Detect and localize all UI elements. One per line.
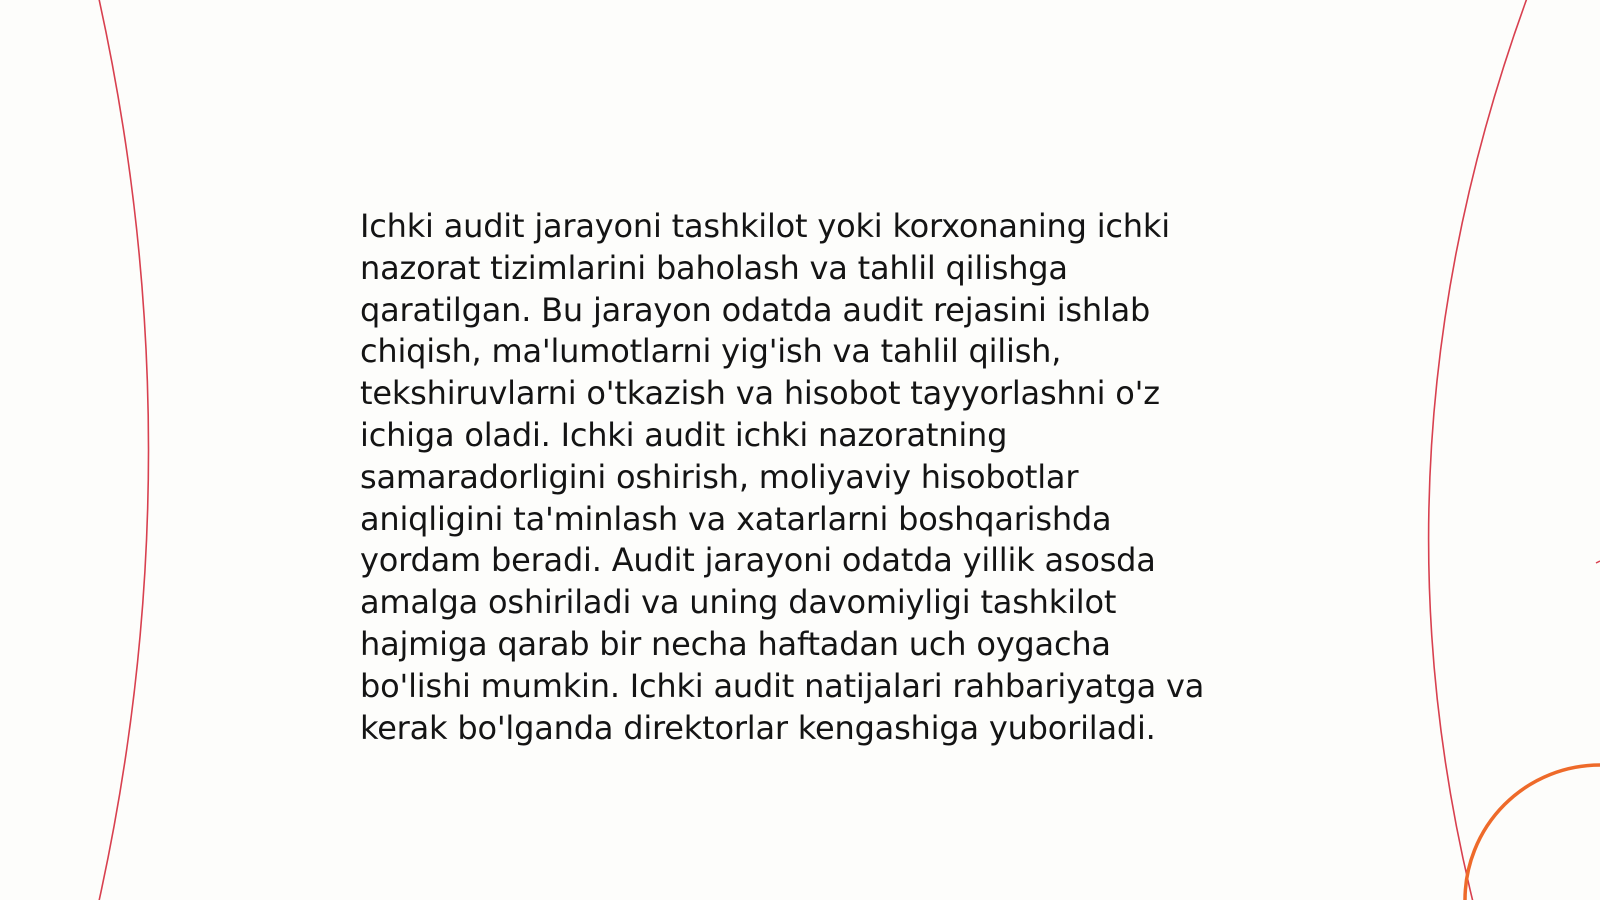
paragraph-line: Ichki audit jarayoni tashkilot yoki korxonaning ichki bbox=[360, 207, 1170, 245]
paragraph-line: qaratilgan. Bu jarayon odatda audit rejasini ishlab bbox=[360, 290, 1151, 329]
right-arc-decoration bbox=[1429, 0, 1530, 900]
paragraph-line: bo'lishi mumkin. Ichki audit natijalari rahbariyatga va bbox=[360, 666, 1205, 705]
paragraph-line: hajmiga qarab bir necha haftadan uch oygacha bbox=[360, 624, 1111, 663]
paragraph-line: yordam beradi. Audit jarayoni odatda yillik asosda bbox=[360, 541, 1156, 580]
left-arc-decoration bbox=[97, 0, 149, 900]
paragraph-line: aniqligini ta'minlash va xatarlarni boshqarishda bbox=[360, 499, 1112, 538]
orange-circle-decoration bbox=[1465, 765, 1600, 900]
paragraph-line: samaradorligini oshirish, moliyaviy hisobotlar bbox=[360, 457, 1079, 496]
paragraph-line: chiqish, ma'lumotlarni yig'ish va tahlil qilish, bbox=[360, 332, 1062, 371]
paragraph-line: ichiga oladi. Ichki audit ichki nazoratning bbox=[360, 415, 1008, 454]
small-tick-decoration bbox=[1596, 561, 1600, 563]
paragraph-line: kerak bo'lganda direktorlar kengashiga yuboriladi. bbox=[360, 708, 1156, 747]
body-paragraph bbox=[360, 206, 1240, 749]
paragraph-line: amalga oshiriladi va uning davomiyligi tashkilot bbox=[360, 583, 1117, 622]
paragraph-line: tekshiruvlarni o'tkazish va hisobot tayyorlashni o'z bbox=[360, 374, 1160, 413]
paragraph-line: nazorat tizimlarini baholash va tahlil qilishga bbox=[360, 248, 1068, 287]
